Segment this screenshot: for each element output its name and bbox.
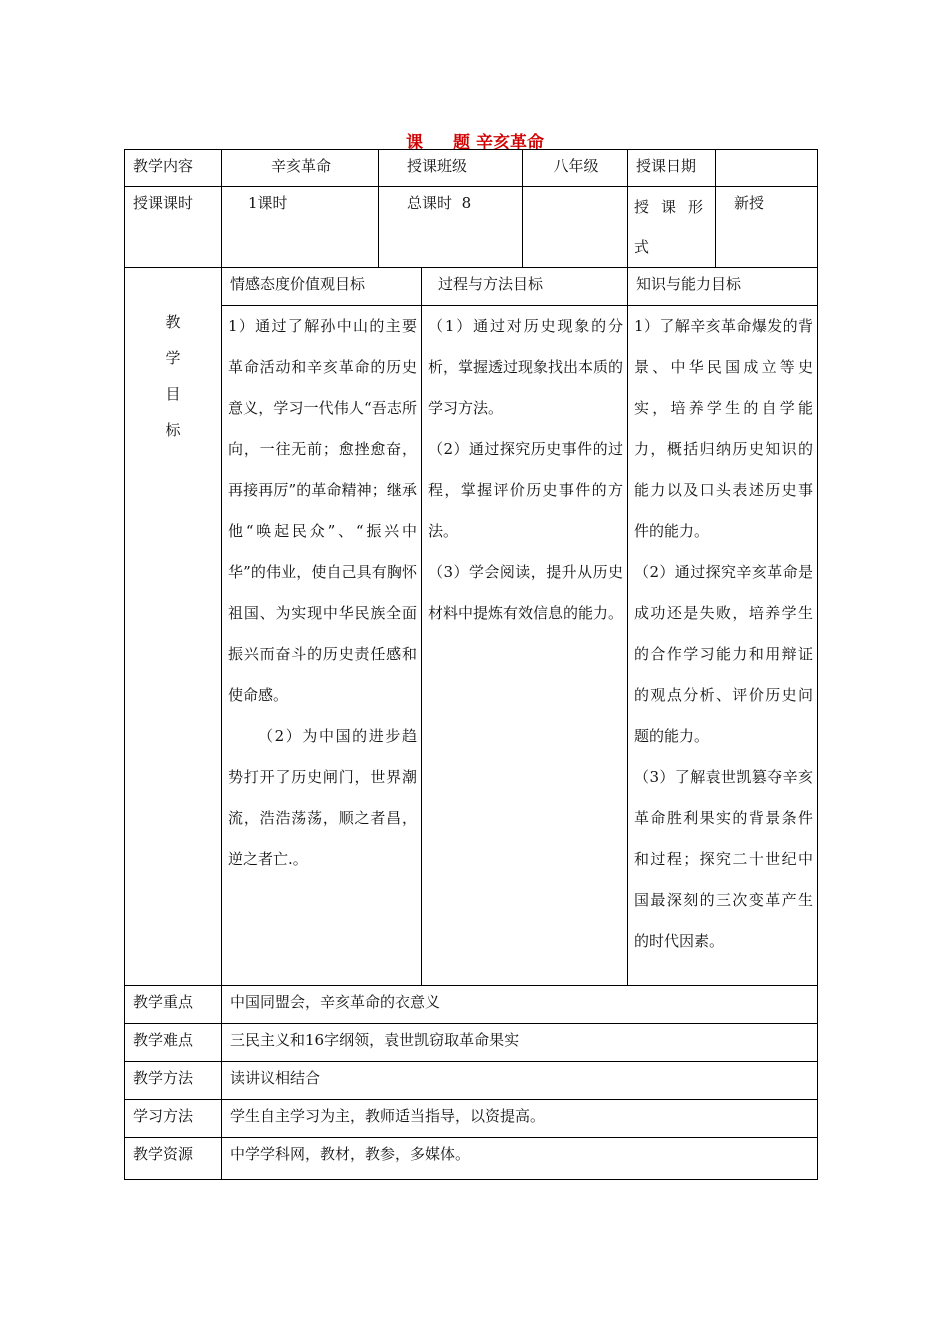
row-resources: [125, 1138, 818, 1180]
title-middle: 题: [453, 133, 471, 153]
class-label: 授课班级: [407, 157, 468, 175]
total-hours-value: 8: [461, 194, 472, 212]
process-para-2: （2）通过探究历史事件的过程，掌握评价历史事件的方法。: [428, 440, 624, 540]
knowledge-para-3: （3）了解袁世凯篡夺辛亥革命胜利果实的背景条件和过程；探究二十世纪中国最深刻的三次变革产生的时代因素。: [634, 768, 814, 950]
key-points-value: 中国同盟会，辛亥革命的衣意义: [230, 993, 441, 1011]
header-emotion: 情感态度价值观目标: [230, 275, 366, 293]
row-hours: [125, 187, 818, 268]
header-knowledge: 知识与能力目标: [636, 275, 742, 293]
emotion-objectives: [222, 306, 421, 880]
knowledge-para-1: 1）了解辛亥革命爆发的背景、中华民国成立等史实，培养学生的自学能力，概括归纳历史知识的能力以及口头表述历史事件的能力。: [634, 317, 814, 540]
teaching-method-value: 读讲议相结合: [230, 1069, 321, 1087]
difficulties-value: 三民主义和16字纲领，袁世凯窃取革命果实: [230, 1031, 520, 1049]
total-hours-label: 总课时: [407, 194, 453, 212]
resources-label: 教学资源: [133, 1145, 194, 1163]
row-objectives-header: [125, 268, 818, 306]
process-para-1: （1）通过对历史现象的分析，掌握透过现象找出本质的学习方法。: [428, 317, 624, 417]
row-key-points: [125, 986, 818, 1024]
knowledge-para-2: （2）通过探究辛亥革命是成功还是失败，培养学生的合作学习能力和用辩证的观点分析、评价历史问题的能力。: [634, 563, 814, 745]
row-objectives-body: [125, 306, 818, 986]
date-value: [716, 150, 817, 155]
teaching-method-label: 教学方法: [133, 1069, 194, 1087]
header-process: 过程与方法目标: [438, 275, 544, 293]
resources-value: 中学学科网，教材，教参，多媒体。: [230, 1145, 471, 1163]
title-topic: 辛亥革命: [475, 133, 544, 153]
row-content: [125, 150, 818, 187]
process-para-3: （3）学会阅读，提升从历史材料中提炼有效信息的能力。: [428, 563, 624, 622]
process-objectives: [422, 306, 627, 634]
knowledge-objectives: [628, 306, 817, 962]
learning-method-label: 学习方法: [133, 1107, 194, 1125]
form-label: 授课形式: [634, 198, 716, 256]
difficulties-label: 教学难点: [133, 1031, 194, 1049]
row-learning-method: [125, 1100, 818, 1138]
class-value: 八年级: [553, 157, 599, 175]
hours-label: 授课课时: [133, 194, 194, 212]
form-value: 新授: [734, 194, 765, 212]
row-teaching-method: [125, 1062, 818, 1100]
row-difficulties: [125, 1024, 818, 1062]
date-label: 授课日期: [636, 157, 697, 175]
hours-value: 1课时: [248, 194, 288, 212]
title-prefix: 课: [406, 133, 424, 153]
content-label: 教学内容: [133, 157, 194, 175]
key-points-label: 教学重点: [133, 993, 194, 1011]
lesson-plan-table: [124, 149, 818, 1180]
emotion-para-1: 1）通过了解孙中山的主要革命活动和辛亥革命的历史意义，学习一代伟人“吾志所向，一往无前；愈挫愈奋，再接再厉”的革命精神；继承他“唤起民众”、“振兴中华”的伟业，使自己具有胸怀祖国、为实现中华民族全面振兴而奋斗的历史责任感和使命感。: [228, 317, 417, 704]
learning-method-value: 学生自主学习为主，教师适当指导，以资提高。: [230, 1107, 546, 1125]
objectives-label: 教学目标: [165, 313, 181, 439]
emotion-para-2: （2）为中国的进步趋势打开了历史闸门，世界潮流，浩浩荡荡，顺之者昌，逆之者亡.。: [228, 727, 417, 868]
content-value: 辛亥革命: [270, 157, 331, 175]
